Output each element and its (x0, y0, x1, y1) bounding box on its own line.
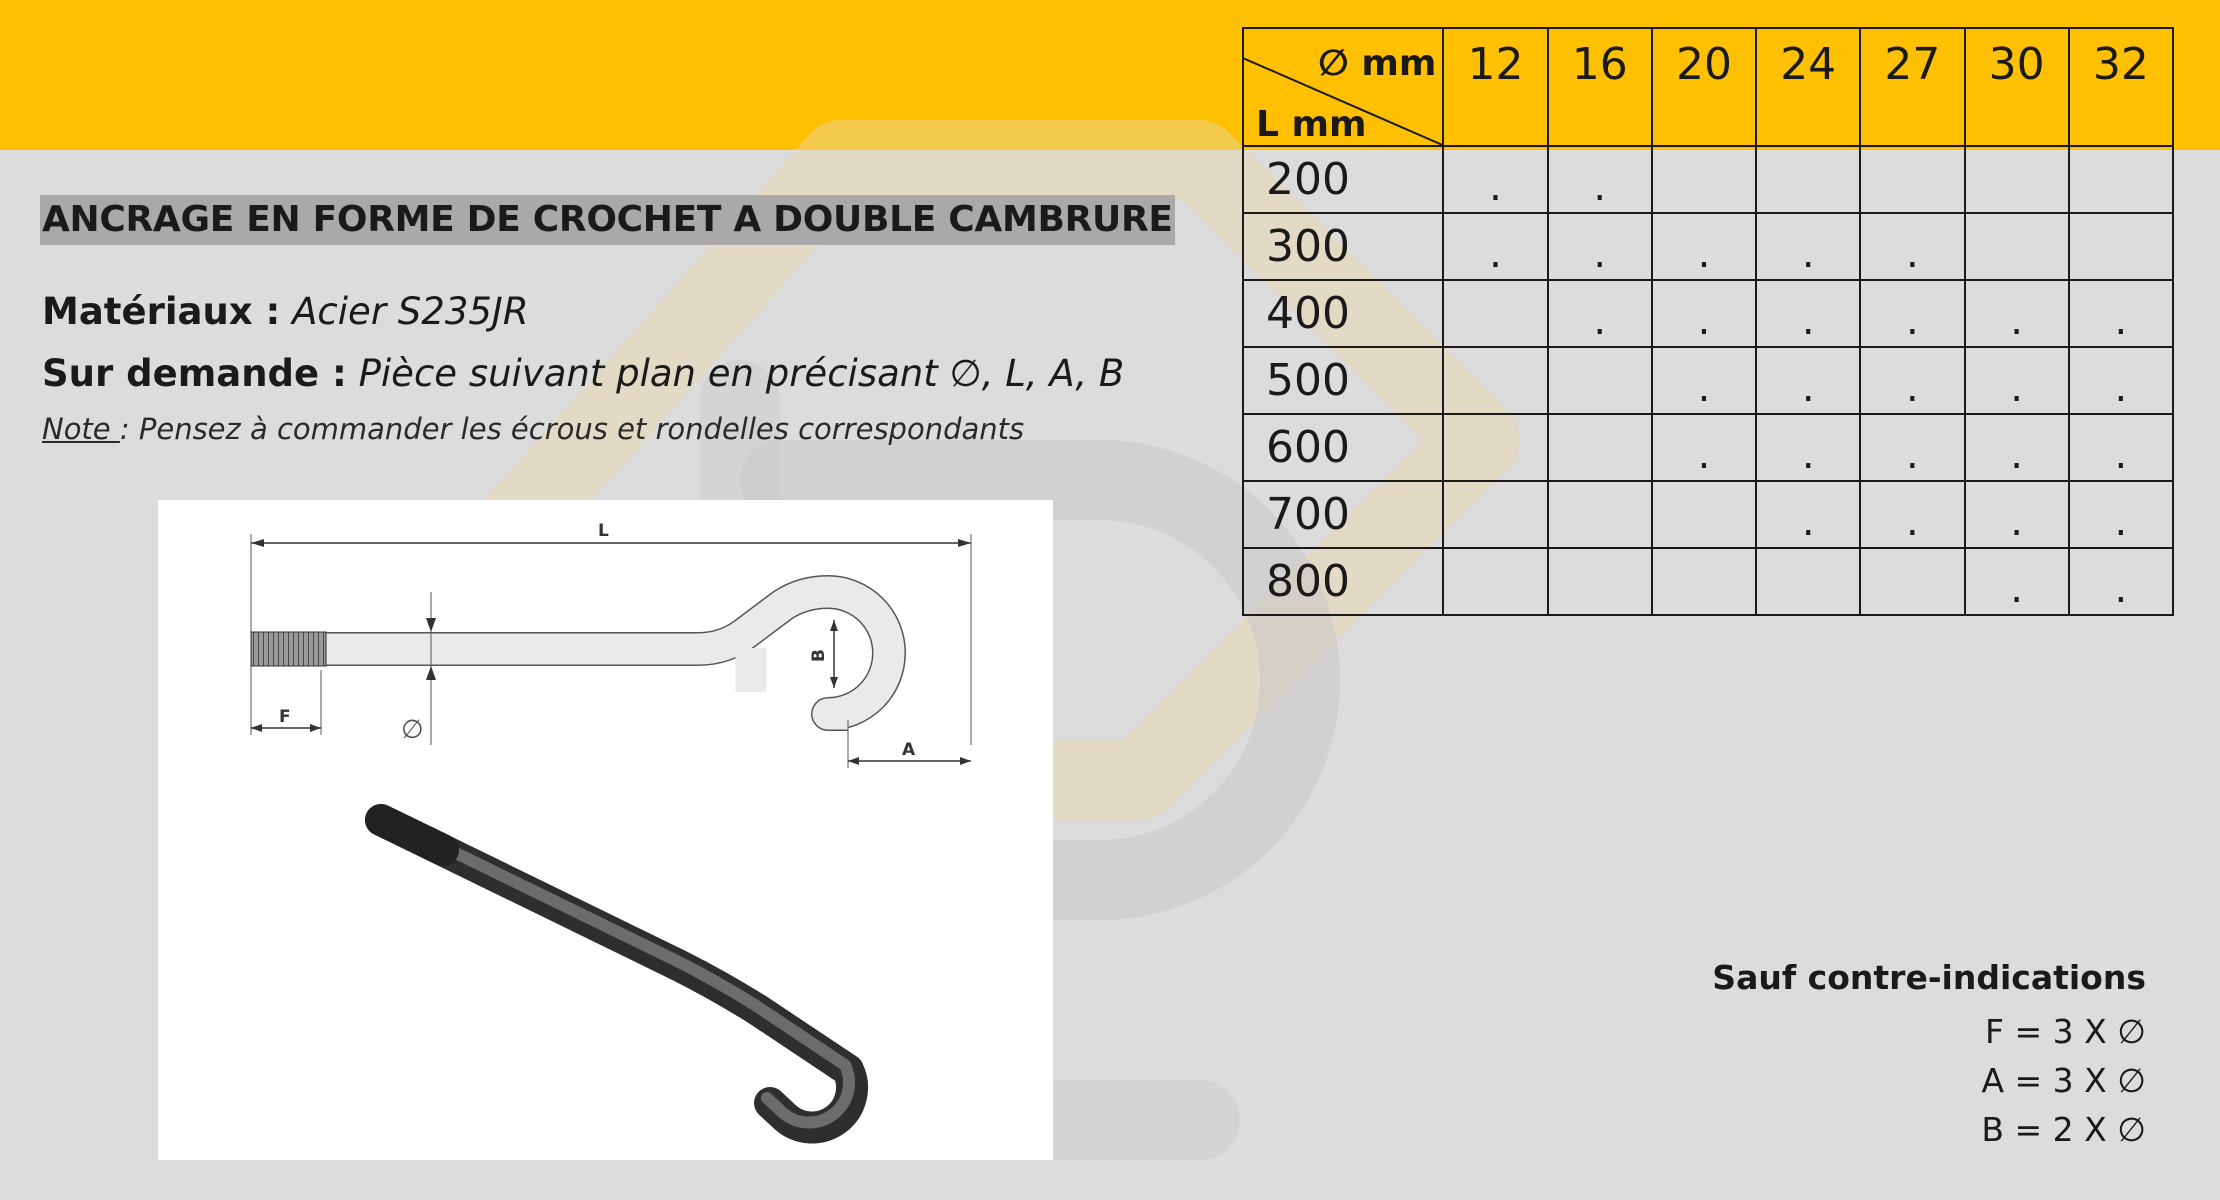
availability-cell (1860, 548, 1964, 615)
availability-cell: . (1443, 213, 1547, 280)
availability-cell: . (1443, 146, 1547, 213)
diameter-label: ∅ (401, 715, 424, 745)
table-corner-cell (1243, 28, 1443, 146)
condition-line: F = 3 X ∅ (1985, 1012, 2146, 1051)
condition-line: A = 3 X ∅ (1981, 1061, 2146, 1100)
availability-cell: . (2069, 548, 2173, 615)
availability-cell (1756, 146, 1860, 213)
availability-cell: . (1756, 280, 1860, 347)
availability-cell: . (1756, 481, 1860, 548)
length-cell: 300 (1243, 213, 1443, 280)
hook-anchor-side-view (251, 592, 889, 714)
availability-cell: . (1652, 347, 1756, 414)
availability-cell: . (1652, 213, 1756, 280)
availability-cell: . (2069, 414, 2173, 481)
availability-cell: . (1548, 213, 1652, 280)
availability-cell: . (1548, 280, 1652, 347)
availability-cell: . (1756, 347, 1860, 414)
hook-width-label: A (902, 740, 916, 760)
length-cell: 500 (1243, 347, 1443, 414)
availability-cell: . (1860, 414, 1964, 481)
availability-cell (1652, 548, 1756, 615)
availability-cell: . (1860, 481, 1964, 548)
table-row (1243, 213, 2173, 280)
conditions-title: Sauf contre-indications (1712, 958, 2146, 997)
table-row (1243, 146, 2173, 213)
availability-cell: . (1756, 414, 1860, 481)
diameter-header: 20 (1652, 28, 1756, 146)
length-cell: 600 (1243, 414, 1443, 481)
table-body (1243, 146, 2173, 615)
diameter-header: 30 (1965, 28, 2069, 146)
availability-cell (1965, 213, 2069, 280)
availability-cell (1443, 414, 1547, 481)
table-row (1243, 548, 2173, 615)
availability-cell: . (1965, 481, 2069, 548)
availability-cell (1548, 414, 1652, 481)
materials-line (42, 290, 529, 333)
diameter-axis-label: ∅ mm (1318, 43, 1437, 84)
availability-cell: . (1965, 414, 2069, 481)
availability-cell: . (1965, 347, 2069, 414)
hook-anchor-drawing (158, 500, 1053, 1160)
diameter-header: 32 (2069, 28, 2173, 146)
availability-cell: . (1860, 280, 1964, 347)
condition-line: B = 2 X ∅ (1981, 1110, 2146, 1149)
availability-cell: . (1860, 347, 1964, 414)
availability-cell (1965, 146, 2069, 213)
on-demand-line (42, 352, 1124, 395)
materials-value: Acier S235JR (292, 290, 529, 333)
availability-cell: . (2069, 481, 2173, 548)
diameter-header: 16 (1548, 28, 1652, 146)
thread-label: F (279, 707, 291, 727)
table-row (1243, 481, 2173, 548)
diameter-header: 27 (1860, 28, 1964, 146)
length-axis-label: L mm (1256, 104, 1367, 145)
availability-cell (1443, 347, 1547, 414)
availability-cell (1860, 146, 1964, 213)
length-cell: 200 (1243, 146, 1443, 213)
availability-cell (1443, 481, 1547, 548)
length-label: L (598, 521, 609, 541)
default-conditions (1712, 958, 2146, 1154)
technical-drawing (158, 500, 1053, 1160)
materials-label: Matériaux : (42, 290, 281, 333)
availability-cell: . (2069, 280, 2173, 347)
on-demand-value: Pièce suivant plan en précisant ∅, L, A, B (358, 352, 1125, 395)
thread-dimension (251, 670, 321, 735)
length-cell: 800 (1243, 548, 1443, 615)
availability-cell (2069, 146, 2173, 213)
availability-cell: . (1652, 280, 1756, 347)
availability-cell: . (1652, 414, 1756, 481)
availability-cell (1756, 548, 1860, 615)
diameter-header: 24 (1756, 28, 1860, 146)
hook-height-label: B (809, 649, 829, 662)
on-demand-label: Sur demande : (42, 352, 347, 395)
availability-cell (1443, 548, 1547, 615)
availability-cell (1548, 481, 1652, 548)
availability-cell: . (1860, 213, 1964, 280)
length-cell: 400 (1243, 280, 1443, 347)
hook-width-dimension (848, 720, 971, 768)
table-header-row (1243, 28, 2173, 146)
diameter-header: 12 (1443, 28, 1547, 146)
hook-anchor-3d-view (378, 815, 852, 1128)
availability-cell (1443, 280, 1547, 347)
table-row (1243, 347, 2173, 414)
note-text: : Pensez à commander les écrous et rondelles correspondants (119, 412, 1025, 446)
availability-cell (1652, 146, 1756, 213)
availability-cell (2069, 213, 2173, 280)
availability-cell (1548, 347, 1652, 414)
note-line (42, 412, 1024, 446)
availability-cell: . (1965, 280, 2069, 347)
size-availability-table (1242, 27, 2174, 616)
hook-height-dimension (809, 620, 838, 688)
availability-cell: . (1548, 146, 1652, 213)
table-row (1243, 414, 2173, 481)
availability-cell: . (1756, 213, 1860, 280)
availability-cell (1652, 481, 1756, 548)
diameter-dimension (401, 592, 436, 745)
availability-cell: . (2069, 347, 2173, 414)
page-title: ANCRAGE EN FORME DE CROCHET A DOUBLE CAMBRURE (40, 195, 1175, 245)
length-cell: 700 (1243, 481, 1443, 548)
availability-cell (1548, 548, 1652, 615)
table-row (1243, 280, 2173, 347)
availability-cell: . (1965, 548, 2069, 615)
note-label: Note (42, 412, 120, 446)
